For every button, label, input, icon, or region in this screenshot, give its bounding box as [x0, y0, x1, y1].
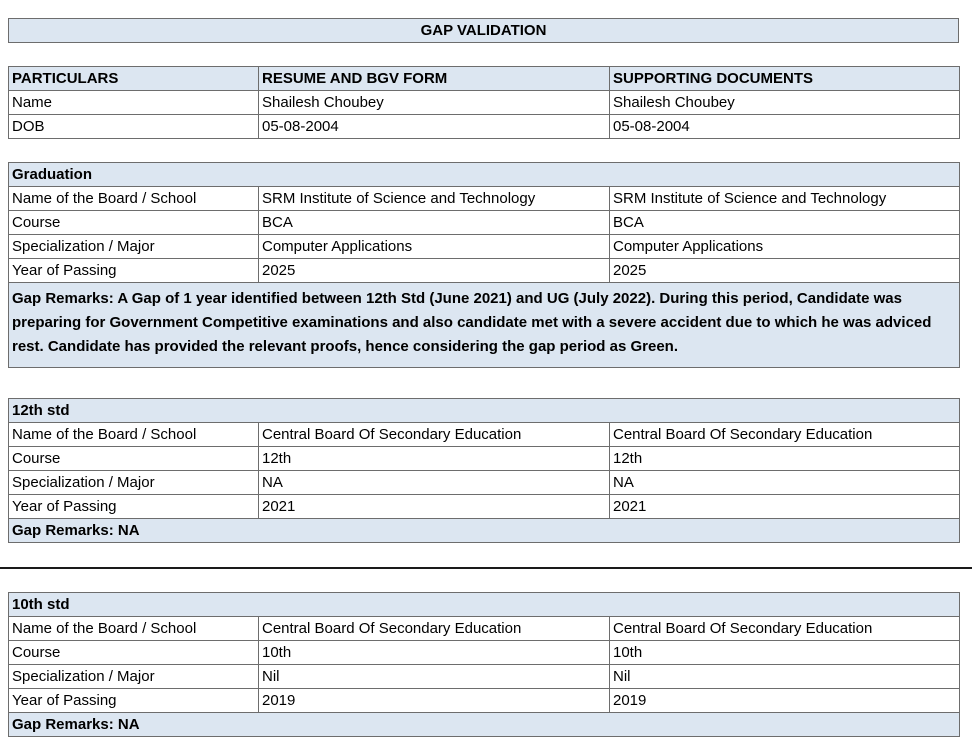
resume-value: SRM Institute of Science and Technology [259, 187, 610, 211]
row-label: Course [9, 641, 259, 665]
section-heading: 10th std [9, 593, 960, 617]
row-label: Name [9, 91, 259, 115]
resume-value: Shailesh Choubey [259, 91, 610, 115]
docs-value: Central Board Of Secondary Education [610, 617, 960, 641]
docs-value: 05-08-2004 [610, 115, 960, 139]
gap-remarks-row [9, 519, 960, 543]
header-row [9, 67, 960, 91]
resume-value: Computer Applications [259, 235, 610, 259]
gap-remarks: Gap Remarks: NA [9, 519, 960, 543]
section-heading: 12th std [9, 399, 960, 423]
row-label: Specialization / Major [9, 235, 259, 259]
row-label: Name of the Board / School [9, 423, 259, 447]
table-row [9, 91, 960, 115]
row-label: Year of Passing [9, 259, 259, 283]
table-row [9, 235, 960, 259]
table-row [9, 187, 960, 211]
header-supporting-docs: SUPPORTING DOCUMENTS [610, 67, 960, 91]
docs-value: 2019 [610, 689, 960, 713]
resume-value: BCA [259, 211, 610, 235]
section-heading-row [9, 163, 960, 187]
docs-value: 2025 [610, 259, 960, 283]
section-heading: Graduation [9, 163, 960, 187]
table-row [9, 495, 960, 519]
docs-value: NA [610, 471, 960, 495]
table-row [9, 259, 960, 283]
docs-value: Computer Applications [610, 235, 960, 259]
docs-value: Shailesh Choubey [610, 91, 960, 115]
resume-value: 12th [259, 447, 610, 471]
resume-value: 2021 [259, 495, 610, 519]
tenth-std-table [8, 592, 960, 737]
row-label: Name of the Board / School [9, 617, 259, 641]
table-row [9, 641, 960, 665]
docs-value: SRM Institute of Science and Technology [610, 187, 960, 211]
table-row [9, 665, 960, 689]
resume-value: NA [259, 471, 610, 495]
docs-value: 2021 [610, 495, 960, 519]
row-label: Specialization / Major [9, 471, 259, 495]
gap-remarks-row [9, 283, 960, 368]
docs-value: Nil [610, 665, 960, 689]
gap-remarks-row [9, 713, 960, 737]
page-title: GAP VALIDATION [8, 18, 959, 43]
table-row [9, 617, 960, 641]
gap-remarks: Gap Remarks: A Gap of 1 year identified between 12th Std (June 2021) and UG (July 2022). During this period, Candidate was preparing for Government Competitive examinations and also candidate met with a severe accident due to which he was adviced rest. Candidate has provided the relevant proofs, hence considering the gap period as Green. [9, 283, 960, 368]
table-row [9, 115, 960, 139]
section-heading-row [9, 593, 960, 617]
section-heading-row [9, 399, 960, 423]
row-label: Course [9, 447, 259, 471]
resume-value: Central Board Of Secondary Education [259, 617, 610, 641]
docs-value: BCA [610, 211, 960, 235]
row-label: DOB [9, 115, 259, 139]
row-label: Specialization / Major [9, 665, 259, 689]
resume-value: Nil [259, 665, 610, 689]
row-label: Course [9, 211, 259, 235]
page-divider [0, 567, 972, 569]
gap-remarks: Gap Remarks: NA [9, 713, 960, 737]
table-row [9, 423, 960, 447]
resume-value: 2025 [259, 259, 610, 283]
row-label: Year of Passing [9, 689, 259, 713]
docs-value: 10th [610, 641, 960, 665]
table-row [9, 447, 960, 471]
personal-details-table [8, 66, 960, 139]
row-label: Year of Passing [9, 495, 259, 519]
resume-value: 10th [259, 641, 610, 665]
header-resume-bgv: RESUME AND BGV FORM [259, 67, 610, 91]
docs-value: 12th [610, 447, 960, 471]
row-label: Name of the Board / School [9, 187, 259, 211]
resume-value: 2019 [259, 689, 610, 713]
table-row [9, 689, 960, 713]
table-row [9, 471, 960, 495]
resume-value: 05-08-2004 [259, 115, 610, 139]
graduation-table [8, 162, 960, 368]
docs-value: Central Board Of Secondary Education [610, 423, 960, 447]
twelfth-std-table [8, 398, 960, 543]
resume-value: Central Board Of Secondary Education [259, 423, 610, 447]
table-row [9, 211, 960, 235]
header-particulars: PARTICULARS [9, 67, 259, 91]
